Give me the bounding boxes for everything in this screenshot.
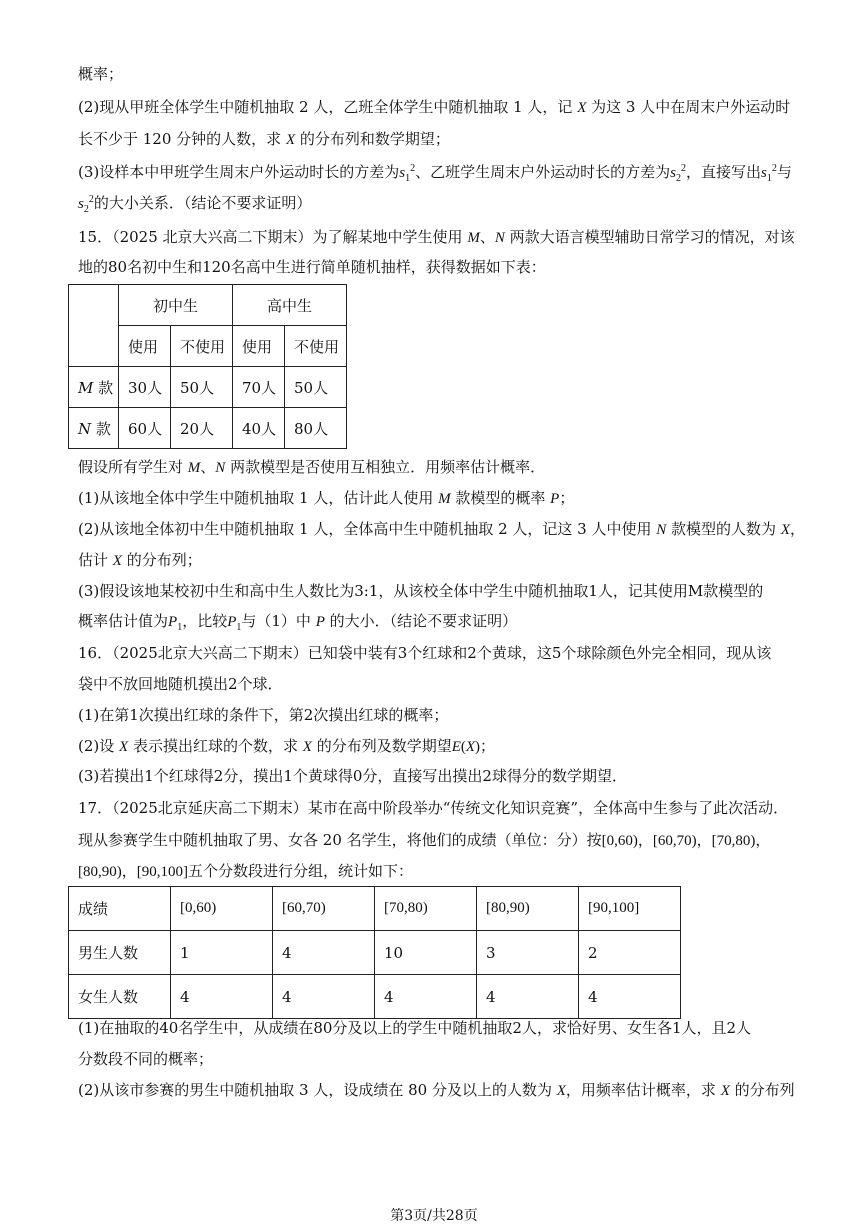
- question-15-stem: 15．（2025 北京大兴高二下期末）为了解某地中学生使用 M、N 两款大语言模型辅助日常学习的情况，对该: [78, 228, 795, 246]
- cell: 3: [477, 931, 579, 975]
- cell: 4: [579, 975, 681, 1019]
- cell: [70,80): [375, 887, 477, 931]
- cell: 60人: [119, 408, 171, 449]
- question-15-stem: 地的80名初中生和120名高中生进行简单随机抽样，获得数据如下表：: [78, 258, 546, 276]
- text-line: 长不少于 120 分钟的人数，求 X 的分布列和数学期望；: [78, 130, 450, 148]
- cell: 2: [579, 931, 681, 975]
- table-row: [69, 408, 347, 449]
- text-line: 假设所有学生对 M、N 两款模型是否使用互相独立．用频率估计概率．: [78, 458, 546, 476]
- cell: 4: [171, 975, 273, 1019]
- table-row: [69, 931, 681, 975]
- cell: 成绩: [69, 887, 171, 931]
- header-junior: 初中生: [119, 285, 233, 326]
- question-16-stem: 16．（2025北京大兴高二下期末）已知袋中装有3个红球和2个黄球，这5个球除颜色外完全相同，现从该: [78, 644, 772, 662]
- text-line: 概率估计值为$P_1$，比较$P_1$与（1）中 P 的大小．（结论不要求证明）: [78, 612, 518, 633]
- score-table: [68, 886, 681, 1019]
- cell: 1: [171, 931, 273, 975]
- cell: [0,60): [171, 887, 273, 931]
- cell: [80,90): [477, 887, 579, 931]
- text-line: (1)在第1次摸出红球的条件下，第2次摸出红球的概率；: [78, 706, 449, 724]
- cell: 40人: [233, 408, 285, 449]
- cell: 4: [477, 975, 579, 1019]
- table-row: [69, 887, 681, 931]
- text-line: (3)假设该地某校初中生和高中生人数比为3:1，从该校全体中学生中随机抽取1人，记其使用M款模型的: [78, 582, 764, 600]
- cell: 4: [375, 975, 477, 1019]
- cell: 男生人数: [69, 931, 171, 975]
- cell: 30人: [119, 367, 171, 408]
- survey-table: [68, 284, 347, 449]
- subheader: 使用: [233, 326, 285, 367]
- text-line: (1)在抽取的40名学生中，从成绩在80分及以上的学生中随机抽取2人，求恰好男、女生各1人，且2人: [78, 1019, 752, 1037]
- cell: 10: [375, 931, 477, 975]
- text-line: (2)现从甲班全体学生中随机抽取 2 人，乙班全体学生中随机抽取 1 人，记 X 为这 3 人中在周末户外运动时: [78, 98, 791, 116]
- text-line: 现从参赛学生中随机抽取了男、女各 20 名学生，将他们的成绩（单位：分）按[0,60)，[60,70)，[70,80)，: [78, 831, 771, 849]
- text-line: 概率；: [78, 65, 124, 83]
- text-line: (2)从该地全体初中生中随机抽取 1 人，全体高中生中随机抽取 2 人，记这 3 人中使用 N 款模型的人数为 X，: [78, 520, 806, 538]
- cell: 50人: [171, 367, 233, 408]
- subheader: 不使用: [171, 326, 233, 367]
- cell: 20人: [171, 408, 233, 449]
- cell: [90,100]: [579, 887, 681, 931]
- text-line: [80,90)，[90,100]五个分数段进行分组，统计如下：: [78, 862, 414, 880]
- text-line: 估计 X 的分布列；: [78, 551, 202, 569]
- text-line: $s_2^2$的大小关系．（结论不要求证明）: [78, 194, 312, 215]
- cell: 70人: [233, 367, 285, 408]
- question-16-stem: 袋中不放回地随机摸出2个球．: [78, 675, 283, 693]
- subheader: 不使用: [285, 326, 347, 367]
- row-label: M 款: [69, 367, 119, 408]
- cell: 女生人数: [69, 975, 171, 1019]
- text-line: (3)若摸出1个红球得2分，摸出1个黄球得0分，直接写出摸出2球得分的数学期望．: [78, 767, 627, 785]
- cell: 4: [273, 975, 375, 1019]
- text-line: (1)从该地全体中学生中随机抽取 1 人，估计此人使用 M 款模型的概率 P；: [78, 489, 575, 507]
- cell: 80人: [285, 408, 347, 449]
- cell: [60,70): [273, 887, 375, 931]
- question-17-stem: 17．（2025北京延庆高二下期末）某市在高中阶段举办“传统文化知识竞赛”，全体高中生参与了此次活动．: [78, 799, 789, 817]
- text-line: (2)从该市参赛的男生中随机抽取 3 人，设成绩在 80 分及以上的人数为 X，用频率估计概率，求 X 的分布列: [78, 1081, 795, 1099]
- row-label: N 款: [69, 408, 119, 449]
- table-row: [69, 367, 347, 408]
- subheader: 使用: [119, 326, 171, 367]
- text-line: (2)设 X 表示摸出红球的个数，求 X 的分布列及数学期望E(X)；: [78, 737, 496, 755]
- text-line: 分数段不同的概率；: [78, 1050, 214, 1068]
- table-row: [69, 975, 681, 1019]
- cell: 4: [273, 931, 375, 975]
- page-footer: 第3页/共28页: [390, 1208, 478, 1224]
- text-line: (3)设样本中甲班学生周末户外运动时长的方差为$s_1^2$、乙班学生周末户外运动时长的方差为$s_2^2$，直接写出$s_1^2$与: [78, 163, 792, 184]
- cell: 50人: [285, 367, 347, 408]
- header-senior: 高中生: [233, 285, 347, 326]
